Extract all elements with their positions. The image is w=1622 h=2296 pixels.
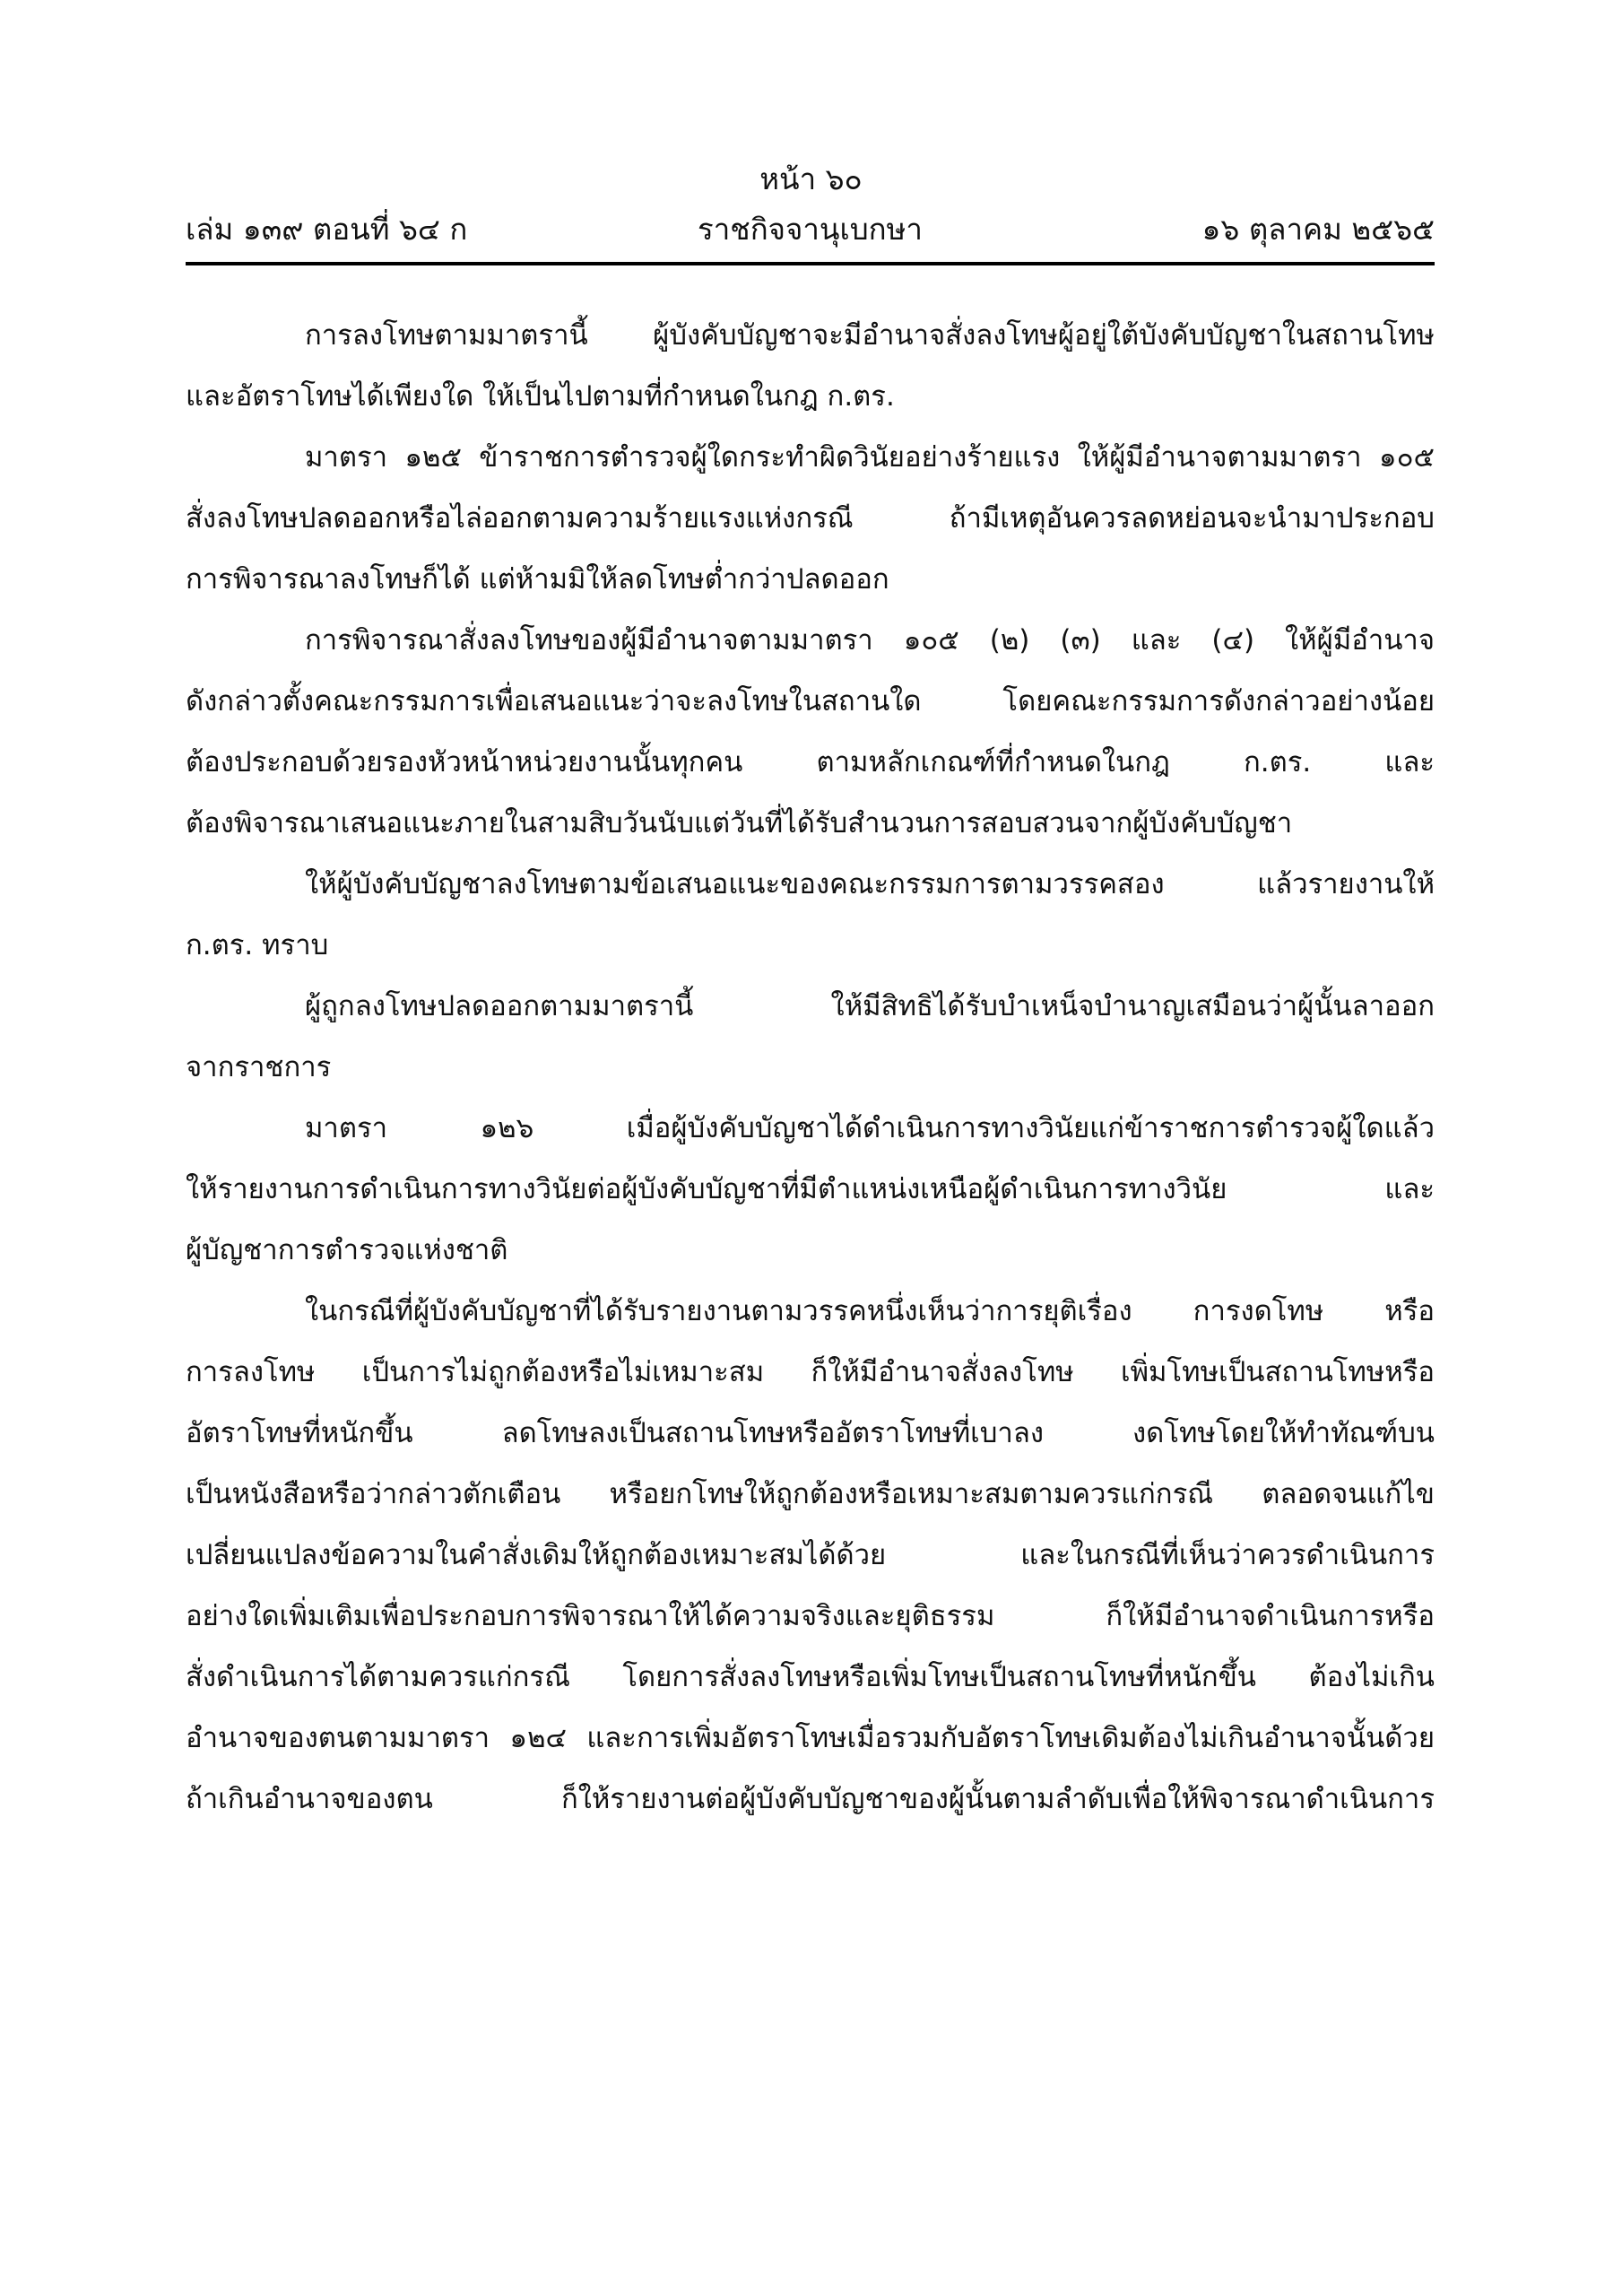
text-line: ผู้บัญชาการตำรวจแห่งชาติ: [186, 1234, 508, 1266]
paragraph-section-126: [186, 1098, 1435, 1281]
publication-date: ๑๖ ตุลาคม ๒๕๖๕: [1201, 212, 1435, 247]
publication-title: ราชกิจจานุเบกษา: [698, 212, 923, 247]
text-line: การลงโทษ เป็นการไม่ถูกต้องหรือไม่เหมาะสม ก็ให้มีอำนาจสั่งลงโทษ เพิ่มโทษเป็นสถานโทษหรือ: [186, 1356, 1435, 1388]
paragraph: [186, 854, 1435, 976]
text-line: อัตราโทษที่หนักขึ้น ลดโทษลงเป็นสถานโทษหรืออัตราโทษที่เบาลง งดโทษโดยให้ทำทัณฑ์บน: [186, 1417, 1435, 1449]
text-line: สั่งดำเนินการได้ตามควรแก่กรณี โดยการสั่งลงโทษหรือเพิ่มโทษเป็นสถานโทษที่หนักขึ้น ต้องไม่เกิน: [186, 1661, 1435, 1693]
page-number: หน้า ๖๐: [759, 161, 863, 196]
text-line: การพิจารณาลงโทษก็ได้ แต่ห้ามมิให้ลดโทษต่ำกว่าปลดออก: [186, 563, 889, 596]
text-line: มาตรา ๑๒๕ ข้าราชการตำรวจผู้ใดกระทำผิดวินัยอย่างร้ายแรง ให้ผู้มีอำนาจตามมาตรา ๑๐๕: [305, 441, 1435, 474]
text-line: ถ้าเกินอำนาจของตน ก็ให้รายงานต่อผู้บังคับบัญชาของผู้นั้นตามลำดับเพื่อให้พิจารณาดำเนินการ: [186, 1783, 1435, 1815]
document-body: [186, 305, 1435, 1830]
text-line: เป็นหนังสือหรือว่ากล่าวตักเตือน หรือยกโทษให้ถูกต้องหรือเหมาะสมตามควรแก่กรณี ตลอดจนแก้ไข: [186, 1478, 1435, 1510]
text-line: ต้องประกอบด้วยรองหัวหน้าหน่วยงานนั้นทุกคน ตามหลักเกณฑ์ที่กำหนดในกฎ ก.ตร. และ: [186, 746, 1435, 778]
text-line: ในกรณีที่ผู้บังคับบัญชาที่ได้รับรายงานตามวรรคหนึ่งเห็นว่าการยุติเรื่อง การงดโทษ หรือ: [305, 1295, 1435, 1327]
text-line: สั่งลงโทษปลดออกหรือไล่ออกตามความร้ายแรงแห่งกรณี ถ้ามีเหตุอันควรลดหย่อนจะนำมาประกอบ: [186, 502, 1435, 535]
paragraph-section-125: [186, 427, 1435, 610]
text-line: เปลี่ยนแปลงข้อความในคำสั่งเดิมให้ถูกต้องเหมาะสมได้ด้วย และในกรณีที่เห็นว่าควรดำเนินการ: [186, 1539, 1435, 1571]
text-line: ให้รายงานการดำเนินการทางวินัยต่อผู้บังคับบัญชาที่มีตำแหน่งเหนือผู้ดำเนินการทางวินัย และ: [186, 1173, 1435, 1205]
gazette-header: [186, 208, 1435, 251]
volume-issue: เล่ม ๑๓๙ ตอนที่ ๖๔ ก: [186, 212, 468, 247]
text-line: ต้องพิจารณาเสนอแนะภายในสามสิบวันนับแต่วันที่ได้รับสำนวนการสอบสวนจากผู้บังคับบัญชา: [186, 807, 1293, 839]
text-line: ผู้ถูกลงโทษปลดออกตามมาตรานี้ ให้มีสิทธิได้รับบำเหน็จบำนาญเสมือนว่าผู้นั้นลาออก: [305, 990, 1435, 1022]
text-line: และอัตราโทษได้เพียงใด ให้เป็นไปตามที่กำหนดในกฎ ก.ตร.: [186, 380, 895, 413]
text-line: อำนาจของตนตามมาตรา ๑๒๔ และการเพิ่มอัตราโทษเมื่อรวมกับอัตราโทษเดิมต้องไม่เกินอำนาจนั้นด้วย: [186, 1722, 1435, 1754]
text-line: ให้ผู้บังคับบัญชาลงโทษตามข้อเสนอแนะของคณะกรรมการตามวรรคสอง แล้วรายงานให้: [305, 868, 1435, 900]
text-line: ดังกล่าวตั้งคณะกรรมการเพื่อเสนอแนะว่าจะลงโทษในสถานใด โดยคณะกรรมการดังกล่าวอย่างน้อย: [186, 685, 1435, 718]
text-line: ก.ตร. ทราบ: [186, 929, 329, 961]
paragraph: [186, 305, 1435, 427]
header-divider: [186, 262, 1435, 265]
text-line: การพิจารณาสั่งลงโทษของผู้มีอำนาจตามมาตรา ๑๐๕ (๒) (๓) และ (๔) ให้ผู้มีอำนาจ: [305, 624, 1435, 657]
text-line: การลงโทษตามมาตรานี้ ผู้บังคับบัญชาจะมีอำนาจสั่งลงโทษผู้อยู่ใต้บังคับบัญชาในสถานโทษ: [305, 319, 1435, 352]
paragraph: [186, 610, 1435, 854]
text-line: อย่างใดเพิ่มเติมเพื่อประกอบการพิจารณาให้ได้ความจริงและยุติธรรม ก็ให้มีอำนาจดำเนินการหรือ: [186, 1600, 1435, 1632]
text-line: มาตรา ๑๒๖ เมื่อผู้บังคับบัญชาได้ดำเนินการทางวินัยแก่ข้าราชการตำรวจผู้ใดแล้ว: [305, 1112, 1435, 1144]
text-line: จากราชการ: [186, 1051, 332, 1083]
paragraph: [186, 976, 1435, 1098]
paragraph: [186, 1281, 1435, 1830]
